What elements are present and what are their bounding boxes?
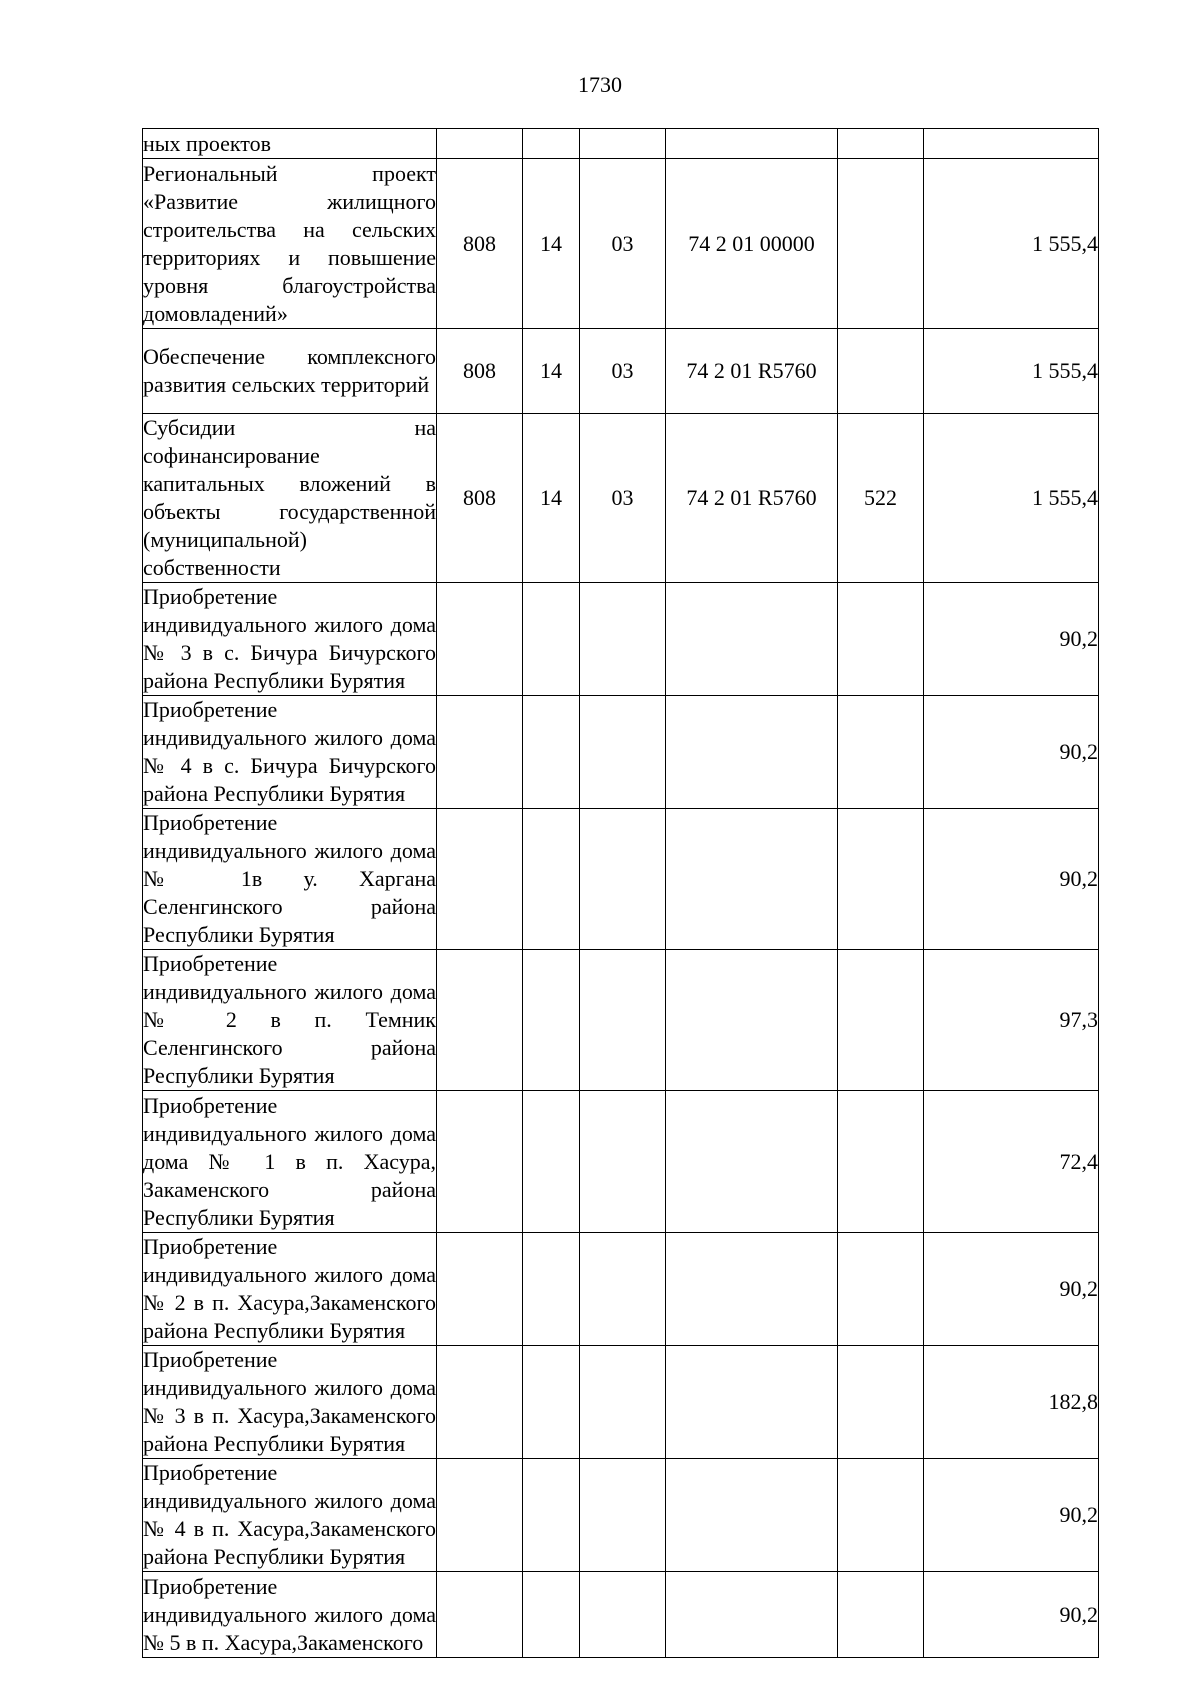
sum-cell: 90,2 xyxy=(924,809,1099,950)
vr-code-cell xyxy=(838,1091,924,1233)
row-name-cell: ных проектов xyxy=(143,129,437,159)
vr-code-cell xyxy=(838,696,924,809)
csr-code-cell xyxy=(666,1346,838,1459)
rz-code-cell: 14 xyxy=(523,159,580,329)
table-row xyxy=(143,809,1099,950)
rz-code-cell xyxy=(523,1572,580,1658)
sum-cell: 1 555,4 xyxy=(924,159,1099,329)
pr-code-cell xyxy=(580,1459,666,1572)
row-name-cell: Обеспечение комплексного развития сельских территорий xyxy=(143,329,437,414)
rz-code-cell xyxy=(523,583,580,696)
table-row xyxy=(143,129,1099,159)
pr-code-cell xyxy=(580,583,666,696)
table-row xyxy=(143,1346,1099,1459)
sum-cell: 97,3 xyxy=(924,950,1099,1091)
pr-code-cell xyxy=(580,696,666,809)
pr-code-cell xyxy=(580,129,666,159)
pr-code-cell xyxy=(580,1346,666,1459)
pr-code-cell: 03 xyxy=(580,159,666,329)
gr-code-cell: 808 xyxy=(437,159,523,329)
vr-code-cell xyxy=(838,1459,924,1572)
csr-code-cell: 74 2 01 R5760 xyxy=(666,414,838,583)
row-name-cell: Приобретение индивидуального жилого дома № 2 в п. Хасура,Закаменского района Республики Бурятия xyxy=(143,1233,437,1346)
csr-code-cell xyxy=(666,950,838,1091)
csr-code-cell: 74 2 01 00000 xyxy=(666,159,838,329)
pr-code-cell xyxy=(580,1091,666,1233)
gr-code-cell xyxy=(437,1459,523,1572)
vr-code-cell xyxy=(838,159,924,329)
vr-code-cell xyxy=(838,1346,924,1459)
vr-code-cell xyxy=(838,129,924,159)
sum-cell: 1 555,4 xyxy=(924,329,1099,414)
csr-code-cell xyxy=(666,1091,838,1233)
rz-code-cell xyxy=(523,129,580,159)
sum-cell: 182,8 xyxy=(924,1346,1099,1459)
row-name-cell: Приобретение индивидуального жилого дома № 1в у. Харгана Селенгинского района Республики Бурятия xyxy=(143,809,437,950)
csr-code-cell xyxy=(666,809,838,950)
sum-cell: 90,2 xyxy=(924,1572,1099,1658)
gr-code-cell xyxy=(437,1572,523,1658)
page-number: 1730 xyxy=(578,72,622,97)
sum-cell xyxy=(924,129,1099,159)
row-name-cell: Субсидии на софинансирование капитальных вложений в объекты государственной (муниципальной) собственности xyxy=(143,414,437,583)
table-row xyxy=(143,414,1099,583)
vr-code-cell xyxy=(838,1233,924,1346)
gr-code-cell: 808 xyxy=(437,414,523,583)
vr-code-cell: 522 xyxy=(838,414,924,583)
table-row xyxy=(143,696,1099,809)
rz-code-cell xyxy=(523,1459,580,1572)
gr-code-cell xyxy=(437,583,523,696)
table-row xyxy=(143,159,1099,329)
csr-code-cell xyxy=(666,1572,838,1658)
pr-code-cell xyxy=(580,1572,666,1658)
sum-cell: 90,2 xyxy=(924,1459,1099,1572)
gr-code-cell xyxy=(437,1233,523,1346)
table-row xyxy=(143,1572,1099,1658)
budget-table xyxy=(142,128,1099,1658)
gr-code-cell: 808 xyxy=(437,329,523,414)
sum-cell: 72,4 xyxy=(924,1091,1099,1233)
table-row xyxy=(143,329,1099,414)
sum-cell: 90,2 xyxy=(924,1233,1099,1346)
table-row xyxy=(143,1091,1099,1233)
csr-code-cell xyxy=(666,129,838,159)
sum-cell: 90,2 xyxy=(924,583,1099,696)
gr-code-cell xyxy=(437,1346,523,1459)
row-name-cell: Региональный проект «Развитие жилищного строительства на сельских территориях и повышение уровня благоустройства домовладений» xyxy=(143,159,437,329)
csr-code-cell xyxy=(666,696,838,809)
pr-code-cell: 03 xyxy=(580,329,666,414)
csr-code-cell xyxy=(666,583,838,696)
row-name-cell: Приобретение индивидуального жилого дома № 4 в п. Хасура,Закаменского района Республики Бурятия xyxy=(143,1459,437,1572)
pr-code-cell xyxy=(580,809,666,950)
vr-code-cell xyxy=(838,1572,924,1658)
gr-code-cell xyxy=(437,696,523,809)
vr-code-cell xyxy=(838,583,924,696)
csr-code-cell: 74 2 01 R5760 xyxy=(666,329,838,414)
row-name-cell: Приобретение индивидуального жилого дома № 3 в п. Хасура,Закаменского района Республики Бурятия xyxy=(143,1346,437,1459)
vr-code-cell xyxy=(838,809,924,950)
row-name-cell: Приобретение индивидуального жилого дома № 4 в с. Бичура Бичурского района Республики Бурятия xyxy=(143,696,437,809)
sum-cell: 90,2 xyxy=(924,696,1099,809)
rz-code-cell xyxy=(523,1233,580,1346)
csr-code-cell xyxy=(666,1459,838,1572)
gr-code-cell xyxy=(437,809,523,950)
table-row xyxy=(143,950,1099,1091)
rz-code-cell: 14 xyxy=(523,329,580,414)
rz-code-cell xyxy=(523,1346,580,1459)
rz-code-cell xyxy=(523,1091,580,1233)
gr-code-cell xyxy=(437,1091,523,1233)
row-name-cell: Приобретение индивидуального жилого дома № 5 в п. Хасура,Закаменского xyxy=(143,1572,437,1658)
rz-code-cell xyxy=(523,696,580,809)
gr-code-cell xyxy=(437,129,523,159)
row-name-cell: Приобретение индивидуального жилого дома № 2 в п. Темник Селенгинского района Республики Бурятия xyxy=(143,950,437,1091)
rz-code-cell: 14 xyxy=(523,414,580,583)
vr-code-cell xyxy=(838,329,924,414)
csr-code-cell xyxy=(666,1233,838,1346)
row-name-cell: Приобретение индивидуального жилого дома дома № 1 в п. Хасура, Закаменского района Республики Бурятия xyxy=(143,1091,437,1233)
table-row xyxy=(143,583,1099,696)
table-row xyxy=(143,1233,1099,1346)
gr-code-cell xyxy=(437,950,523,1091)
pr-code-cell: 03 xyxy=(580,414,666,583)
pr-code-cell xyxy=(580,950,666,1091)
rz-code-cell xyxy=(523,950,580,1091)
sum-cell: 1 555,4 xyxy=(924,414,1099,583)
pr-code-cell xyxy=(580,1233,666,1346)
rz-code-cell xyxy=(523,809,580,950)
vr-code-cell xyxy=(838,950,924,1091)
table-row xyxy=(143,1459,1099,1572)
row-name-cell: Приобретение индивидуального жилого дома № 3 в с. Бичура Бичурского района Республики Бурятия xyxy=(143,583,437,696)
